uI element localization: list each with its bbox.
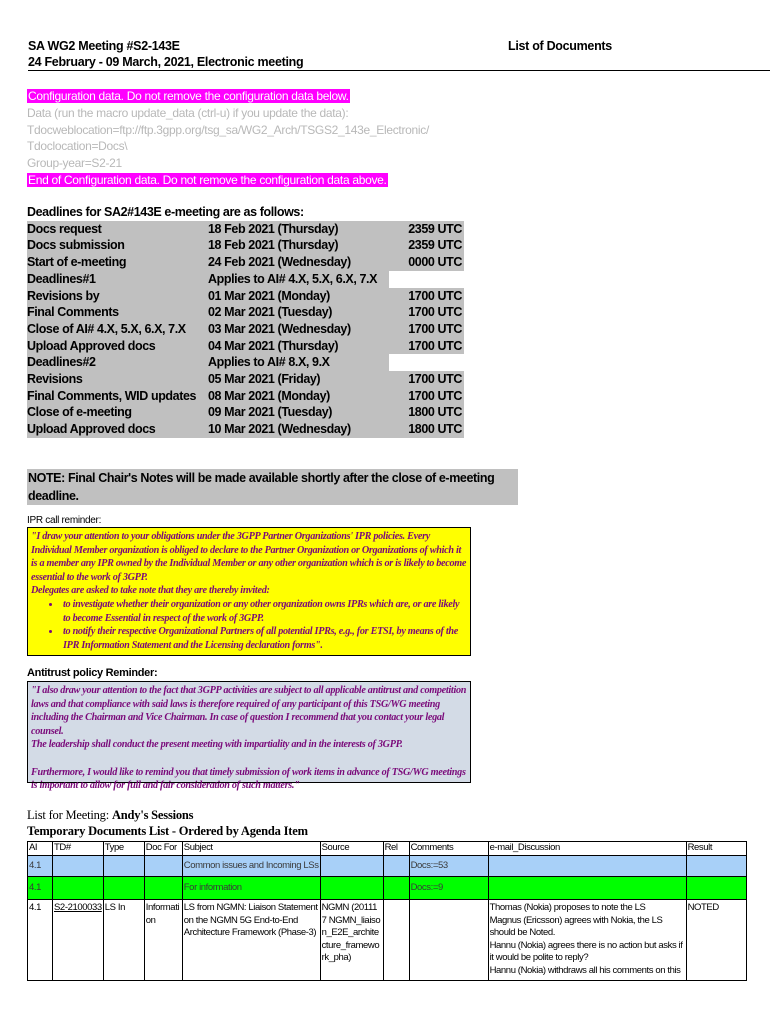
deadline-row bbox=[27, 221, 464, 238]
deadline-date: 02 Mar 2021 (Tuesday) bbox=[208, 304, 389, 321]
deadline-time: 2359 UTC bbox=[389, 221, 464, 238]
deadline-row bbox=[27, 338, 464, 355]
comments-cell: Docs:=53 bbox=[409, 856, 488, 877]
column-header[interactable]: Result bbox=[686, 842, 746, 856]
email-cell bbox=[488, 856, 686, 877]
result-cell: NOTED bbox=[686, 900, 746, 981]
ipr-reminder-box bbox=[27, 527, 471, 656]
column-header[interactable]: AI bbox=[28, 842, 53, 856]
column-header[interactable]: TD# bbox=[53, 842, 104, 856]
ipr-paragraph: Delegates are asked to take note that they are thereby invited: bbox=[31, 585, 270, 597]
rel-cell bbox=[383, 856, 409, 877]
source-cell: NGMN (201117 NGMN_liaison_E2E_architecture_framework_pha) bbox=[320, 900, 383, 981]
td-list-title: Temporary Documents List - Ordered by Agenda Item bbox=[27, 824, 308, 838]
deadline-date: 08 Mar 2021 (Monday) bbox=[208, 388, 389, 405]
column-header[interactable]: Subject bbox=[182, 842, 320, 856]
header-divider bbox=[28, 70, 770, 71]
table-header-row bbox=[28, 842, 747, 856]
deadline-time: 1700 UTC bbox=[389, 288, 464, 305]
antitrust-paragraph: Furthermore, I would like to remind you that timely submission of work items in advance of TSG/WG meetings is important to allow for full and fair consideration of such matters." bbox=[31, 766, 466, 792]
deadline-date: 03 Mar 2021 (Wednesday) bbox=[208, 321, 389, 338]
column-header[interactable]: Comments bbox=[409, 842, 488, 856]
deadline-row bbox=[27, 354, 464, 371]
configuration-block bbox=[27, 88, 429, 189]
antitrust-reminder-box bbox=[27, 681, 471, 792]
deadline-date: Applies to AI# 8.X, 9.X bbox=[208, 354, 389, 371]
ipr-bullet: • to investigate whether their organization or any other organization owns IPRs which are, or are likely to become Essential in respect of the work of 3GPP. bbox=[61, 598, 467, 625]
documents-table bbox=[27, 841, 747, 981]
deadline-time: 1700 UTC bbox=[389, 388, 464, 405]
deadline-time: 1700 UTC bbox=[389, 338, 464, 355]
deadline-row bbox=[27, 254, 464, 271]
deadline-date: 24 Feb 2021 (Wednesday) bbox=[208, 254, 389, 271]
doc-for-cell bbox=[144, 877, 182, 900]
deadline-row bbox=[27, 271, 464, 288]
deadlines-title: Deadlines for SA2#143E e-meeting are as follows: bbox=[27, 205, 304, 219]
deadlines-section bbox=[27, 204, 464, 438]
email-line: Thomas (Nokia) proposes to note the LS bbox=[489, 902, 646, 913]
deadline-date: 18 Feb 2021 (Thursday) bbox=[208, 237, 389, 254]
table-row[interactable] bbox=[28, 900, 747, 981]
source-cell bbox=[320, 856, 383, 877]
config-line: Data (run the macro update_data (ctrl-u) if you update the data): bbox=[27, 105, 349, 120]
comments-cell: Docs:=9 bbox=[409, 877, 488, 900]
email-line: Hannu (Nokia) agrees there is no action but asks if it would be polite to reply? bbox=[489, 939, 683, 963]
column-header[interactable]: e-mail_Discussion bbox=[488, 842, 686, 856]
deadline-label: Close of AI# 4.X, 5.X, 6.X, 7.X bbox=[27, 321, 208, 338]
deadline-label: Revisions bbox=[27, 371, 208, 388]
deadline-row bbox=[27, 388, 464, 405]
source-cell bbox=[320, 877, 383, 900]
subject-cell: LS from NGMN: Liaison Statement on the NGMN 5G End-to-End Architecture Framework (Phase-3) bbox=[182, 900, 320, 981]
antitrust-paragraph: The leadership shall conduct the present meeting with impartiality and in the interests of 3GPP. bbox=[31, 739, 403, 751]
deadline-time: 1800 UTC bbox=[389, 421, 464, 438]
subject-cell: For information bbox=[182, 877, 320, 900]
deadline-row bbox=[27, 321, 464, 338]
deadline-label: Final Comments, WID updates bbox=[27, 388, 208, 405]
td-cell bbox=[53, 856, 104, 877]
column-header[interactable]: Source bbox=[320, 842, 383, 856]
document-header bbox=[28, 38, 770, 70]
column-header[interactable]: Doc For bbox=[144, 842, 182, 856]
doc-for-cell: Information bbox=[144, 900, 182, 981]
deadline-time: 2359 UTC bbox=[389, 237, 464, 254]
deadline-date: 18 Feb 2021 (Thursday) bbox=[208, 221, 389, 238]
antitrust-label: Antitrust policy Reminder: bbox=[27, 667, 158, 679]
ipr-paragraph: "I draw your attention to your obligations under the 3GPP Partner Organizations' IPR policies. Every Individual Member organization is obliged to declare to the Partner Organization or Organizations of which it is a member any IPR owned by the Individual Member or any other organization which is or is likely to become essential to the work of 3GPP. bbox=[31, 531, 467, 583]
deadline-time: 1700 UTC bbox=[389, 304, 464, 321]
subject-cell: Common issues and Incoming LSs bbox=[182, 856, 320, 877]
config-line: Group-year=S2-21 bbox=[27, 156, 122, 171]
rel-cell bbox=[383, 877, 409, 900]
deadline-date: 09 Mar 2021 (Tuesday) bbox=[208, 404, 389, 421]
rel-cell bbox=[383, 900, 409, 981]
deadline-time: 1700 UTC bbox=[389, 321, 464, 338]
list-prefix: List for Meeting: bbox=[27, 808, 112, 822]
deadline-row bbox=[27, 404, 464, 421]
deadline-label: Revisions by bbox=[27, 288, 208, 305]
deadline-label: Deadlines#1 bbox=[27, 271, 208, 288]
meeting-dates: 24 February - 09 March, 2021, Electronic meeting bbox=[28, 55, 304, 69]
config-end: End of Configuration data. Do not remove the configuration data above. bbox=[28, 172, 387, 187]
deadline-row bbox=[27, 304, 464, 321]
deadline-time: 0000 UTC bbox=[389, 254, 464, 271]
deadline-label: Upload Approved docs bbox=[27, 421, 208, 438]
column-header[interactable]: Rel bbox=[383, 842, 409, 856]
ipr-bullet: • to notify their respective Organizational Partners of all potential IPRs, e.g., for ETSI, by means of the IPR Information Statement and the Licensing declaration forms". bbox=[61, 625, 467, 652]
deadline-label: Final Comments bbox=[27, 304, 208, 321]
email-cell bbox=[488, 877, 686, 900]
type-cell bbox=[103, 877, 144, 900]
deadline-label: Upload Approved docs bbox=[27, 338, 208, 355]
deadline-time: 1800 UTC bbox=[389, 404, 464, 421]
td-cell bbox=[53, 877, 104, 900]
deadline-date: 04 Mar 2021 (Thursday) bbox=[208, 338, 389, 355]
config-line: Tdocweblocation=ftp://ftp.3gpp.org/tsg_sa/WG2_Arch/TSGS2_143e_Electronic/ bbox=[27, 122, 430, 137]
deadline-label: Start of e-meeting bbox=[27, 254, 208, 271]
ai-cell: 4.1 bbox=[28, 856, 53, 877]
result-cell bbox=[686, 877, 746, 900]
ipr-label: IPR call reminder: bbox=[27, 515, 102, 526]
table-row[interactable] bbox=[28, 877, 747, 900]
deadlines-table bbox=[27, 221, 464, 438]
deadline-time bbox=[389, 354, 464, 371]
email-line: Magnus (Ericsson) agrees with Nokia, the LS should be Noted. bbox=[489, 914, 663, 938]
deadline-label: Close of e-meeting bbox=[27, 404, 208, 421]
email-cell bbox=[488, 900, 686, 981]
comments-cell bbox=[409, 900, 488, 981]
ai-cell: 4.1 bbox=[28, 877, 53, 900]
deadline-date: 05 Mar 2021 (Friday) bbox=[208, 371, 389, 388]
antitrust-paragraph: "I also draw your attention to the fact that 3GPP activities are subject to all applicable antitrust and competition laws and that compliance with said laws is therefore required of any participant of this TSG/WG meeting including the Chairman and Vice Chairman. In case of question I recommend that you contact your legal counsel. bbox=[31, 685, 467, 737]
type-cell bbox=[103, 856, 144, 877]
meeting-title: SA WG2 Meeting #S2-143E bbox=[28, 39, 180, 53]
deadline-date: 01 Mar 2021 (Monday) bbox=[208, 288, 389, 305]
deadline-time: 1700 UTC bbox=[389, 371, 464, 388]
deadline-date: 10 Mar 2021 (Wednesday) bbox=[208, 421, 389, 438]
deadline-row bbox=[27, 421, 464, 438]
result-cell bbox=[686, 856, 746, 877]
doc-for-cell bbox=[144, 856, 182, 877]
email-line: Hannu (Nokia) withdraws all his comments on this bbox=[489, 964, 681, 976]
list-for-meeting bbox=[27, 808, 193, 823]
deadline-date: Applies to AI# 4.X, 5.X, 6.X, 7.X bbox=[208, 271, 389, 288]
deadline-row bbox=[27, 371, 464, 388]
td-link[interactable]: S2-2100033 bbox=[53, 900, 104, 981]
document-type: List of Documents bbox=[508, 39, 612, 53]
ai-cell: 4.1 bbox=[28, 900, 53, 981]
type-cell: LS In bbox=[103, 900, 144, 981]
deadline-row bbox=[27, 237, 464, 254]
deadline-label: Deadlines#2 bbox=[27, 354, 208, 371]
deadline-row bbox=[27, 288, 464, 305]
chair-notes-note: NOTE: Final Chair's Notes will be made available shortly after the close of e-meeting deadline. bbox=[27, 469, 518, 505]
deadline-label: Docs submission bbox=[27, 237, 208, 254]
config-line: Tdoclocation=Docs\ bbox=[27, 139, 128, 154]
table-row[interactable] bbox=[28, 856, 747, 877]
column-header[interactable]: Type bbox=[103, 842, 144, 856]
meeting-session-name: Andy's Sessions bbox=[111, 808, 194, 822]
config-start: Configuration data. Do not remove the configuration data below. bbox=[28, 89, 349, 103]
ipr-bullets bbox=[31, 598, 467, 652]
deadline-label: Docs request bbox=[27, 221, 208, 238]
deadline-time bbox=[389, 271, 464, 288]
